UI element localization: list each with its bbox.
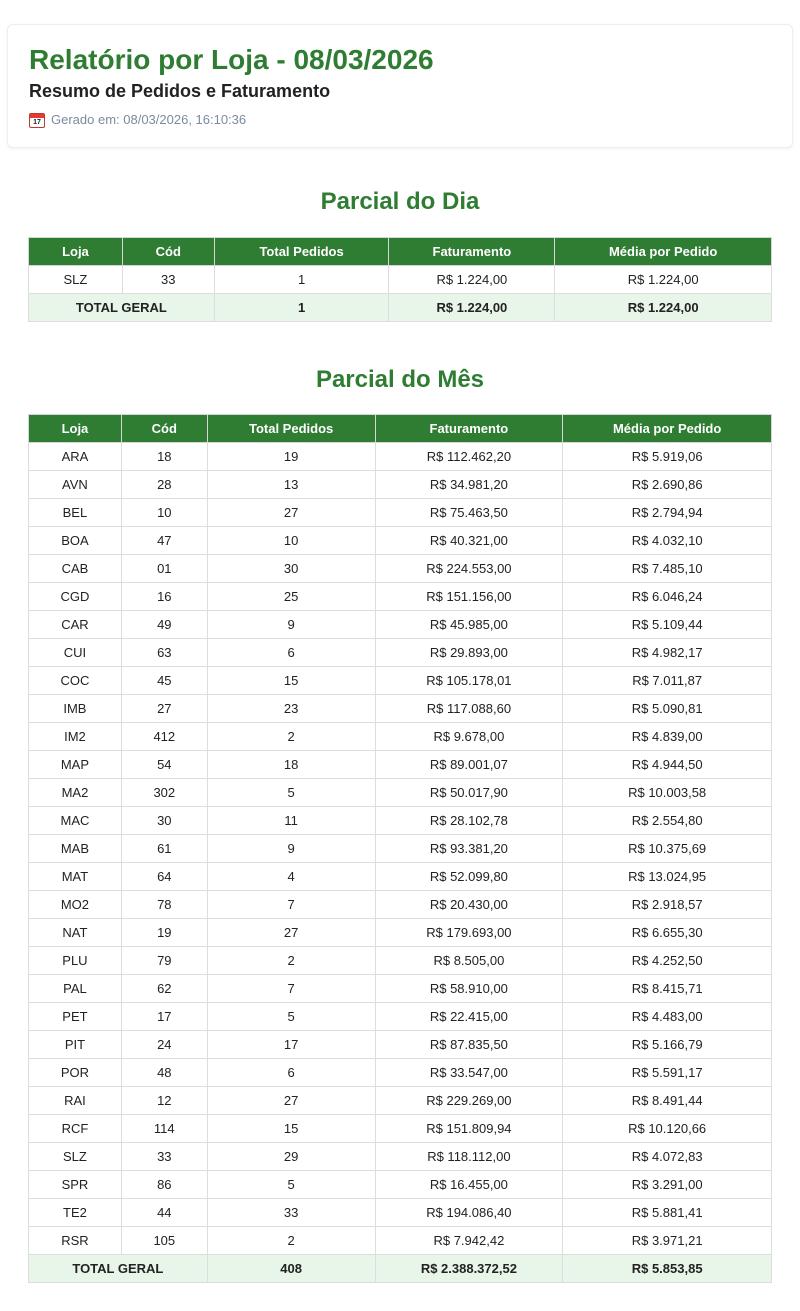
cell-loja: PET bbox=[29, 1003, 122, 1031]
cell-loja: PLU bbox=[29, 947, 122, 975]
cell-cod: 33 bbox=[121, 1143, 207, 1171]
cell-cod: 27 bbox=[121, 695, 207, 723]
cell-faturamento: R$ 93.381,20 bbox=[375, 835, 563, 863]
cell-total-pedidos: 29 bbox=[207, 1143, 375, 1171]
cell-faturamento: R$ 50.017,90 bbox=[375, 779, 563, 807]
col-header-media-por-pedido: Média por Pedido bbox=[555, 238, 772, 266]
cell-cod: 412 bbox=[121, 723, 207, 751]
cell-cod: 33 bbox=[122, 266, 214, 294]
cell-faturamento: R$ 58.910,00 bbox=[375, 975, 563, 1003]
monthly-total-faturamento: R$ 2.388.372,52 bbox=[375, 1255, 563, 1283]
generated-timestamp-row bbox=[29, 112, 771, 128]
cell-faturamento: R$ 34.981,20 bbox=[375, 471, 563, 499]
cell-media-por-pedido: R$ 3.971,21 bbox=[563, 1227, 772, 1255]
table-row bbox=[29, 1227, 772, 1255]
cell-faturamento: R$ 105.178,01 bbox=[375, 667, 563, 695]
table-row bbox=[29, 695, 772, 723]
cell-media-por-pedido: R$ 3.291,00 bbox=[563, 1171, 772, 1199]
cell-loja: ARA bbox=[29, 443, 122, 471]
cell-media-por-pedido: R$ 2.918,57 bbox=[563, 891, 772, 919]
cell-media-por-pedido: R$ 4.839,00 bbox=[563, 723, 772, 751]
cell-faturamento: R$ 45.985,00 bbox=[375, 611, 563, 639]
cell-media-por-pedido: R$ 2.690,86 bbox=[563, 471, 772, 499]
table-row bbox=[29, 471, 772, 499]
cell-faturamento: R$ 75.463,50 bbox=[375, 499, 563, 527]
table-row bbox=[29, 1171, 772, 1199]
cell-loja: BEL bbox=[29, 499, 122, 527]
col-header-loja: Loja bbox=[29, 238, 123, 266]
cell-faturamento: R$ 194.086,40 bbox=[375, 1199, 563, 1227]
cell-loja: IMB bbox=[29, 695, 122, 723]
cell-total-pedidos: 7 bbox=[207, 975, 375, 1003]
cell-faturamento: R$ 29.893,00 bbox=[375, 639, 563, 667]
cell-media-por-pedido: R$ 8.491,44 bbox=[563, 1087, 772, 1115]
daily-total-row bbox=[29, 294, 772, 322]
cell-media-por-pedido: R$ 10.375,69 bbox=[563, 835, 772, 863]
cell-cod: 18 bbox=[121, 443, 207, 471]
cell-media-por-pedido: R$ 5.881,41 bbox=[563, 1199, 772, 1227]
table-row bbox=[29, 639, 772, 667]
cell-total-pedidos: 15 bbox=[207, 667, 375, 695]
col-header-cod: Cód bbox=[122, 238, 214, 266]
table-row bbox=[29, 975, 772, 1003]
cell-cod: 47 bbox=[121, 527, 207, 555]
cell-media-por-pedido: R$ 5.166,79 bbox=[563, 1031, 772, 1059]
cell-total-pedidos: 7 bbox=[207, 891, 375, 919]
cell-total-pedidos: 30 bbox=[207, 555, 375, 583]
cell-total-pedidos: 5 bbox=[207, 1003, 375, 1031]
cell-cod: 48 bbox=[121, 1059, 207, 1087]
monthly-table bbox=[28, 414, 772, 1283]
cell-faturamento: R$ 224.553,00 bbox=[375, 555, 563, 583]
table-row bbox=[29, 835, 772, 863]
monthly-section-title: Parcial do Mês bbox=[315, 366, 485, 393]
cell-loja: RAI bbox=[29, 1087, 122, 1115]
cell-cod: 16 bbox=[121, 583, 207, 611]
cell-cod: 62 bbox=[121, 975, 207, 1003]
table-row bbox=[29, 1143, 772, 1171]
table-row bbox=[29, 863, 772, 891]
col-header-media-por-pedido: Média por Pedido bbox=[563, 415, 772, 443]
cell-loja: TE2 bbox=[29, 1199, 122, 1227]
cell-media-por-pedido: R$ 4.982,17 bbox=[563, 639, 772, 667]
table-row bbox=[29, 1059, 772, 1087]
cell-total-pedidos: 5 bbox=[207, 779, 375, 807]
cell-cod: 17 bbox=[121, 1003, 207, 1031]
cell-media-por-pedido: R$ 4.483,00 bbox=[563, 1003, 772, 1031]
cell-loja: CUI bbox=[29, 639, 122, 667]
table-row bbox=[29, 1031, 772, 1059]
cell-faturamento: R$ 20.430,00 bbox=[375, 891, 563, 919]
daily-section-title: Parcial do Dia bbox=[320, 188, 480, 215]
cell-faturamento: R$ 112.462,20 bbox=[375, 443, 563, 471]
cell-media-por-pedido: R$ 6.046,24 bbox=[563, 583, 772, 611]
cell-cod: 79 bbox=[121, 947, 207, 975]
cell-total-pedidos: 2 bbox=[207, 1227, 375, 1255]
cell-cod: 64 bbox=[121, 863, 207, 891]
table-row bbox=[29, 1003, 772, 1031]
cell-faturamento: R$ 9.678,00 bbox=[375, 723, 563, 751]
cell-loja: MO2 bbox=[29, 891, 122, 919]
cell-faturamento: R$ 8.505,00 bbox=[375, 947, 563, 975]
cell-loja: SLZ bbox=[29, 266, 123, 294]
cell-loja: CGD bbox=[29, 583, 122, 611]
daily-total-media: R$ 1.224,00 bbox=[555, 294, 772, 322]
cell-loja: NAT bbox=[29, 919, 122, 947]
cell-loja: AVN bbox=[29, 471, 122, 499]
cell-total-pedidos: 19 bbox=[207, 443, 375, 471]
cell-total-pedidos: 5 bbox=[207, 1171, 375, 1199]
cell-media-por-pedido: R$ 5.090,81 bbox=[563, 695, 772, 723]
cell-cod: 45 bbox=[121, 667, 207, 695]
cell-total-pedidos: 13 bbox=[207, 471, 375, 499]
cell-total-pedidos: 6 bbox=[207, 639, 375, 667]
cell-total-pedidos: 11 bbox=[207, 807, 375, 835]
monthly-total-row bbox=[29, 1255, 772, 1283]
cell-faturamento: R$ 7.942,42 bbox=[375, 1227, 563, 1255]
cell-cod: 78 bbox=[121, 891, 207, 919]
cell-loja: RSR bbox=[29, 1227, 122, 1255]
cell-faturamento: R$ 87.835,50 bbox=[375, 1031, 563, 1059]
table-row bbox=[29, 1115, 772, 1143]
cell-total-pedidos: 1 bbox=[214, 266, 389, 294]
cell-loja: SPR bbox=[29, 1171, 122, 1199]
cell-total-pedidos: 9 bbox=[207, 611, 375, 639]
table-row bbox=[29, 807, 772, 835]
monthly-total-media: R$ 5.853,85 bbox=[563, 1255, 772, 1283]
cell-faturamento: R$ 179.693,00 bbox=[375, 919, 563, 947]
calendar-icon bbox=[29, 113, 45, 128]
cell-loja: MA2 bbox=[29, 779, 122, 807]
cell-media-por-pedido: R$ 2.554,80 bbox=[563, 807, 772, 835]
cell-cod: 28 bbox=[121, 471, 207, 499]
cell-media-por-pedido: R$ 4.032,10 bbox=[563, 527, 772, 555]
cell-loja: MAT bbox=[29, 863, 122, 891]
cell-total-pedidos: 2 bbox=[207, 947, 375, 975]
cell-loja: RCF bbox=[29, 1115, 122, 1143]
cell-media-por-pedido: R$ 4.252,50 bbox=[563, 947, 772, 975]
cell-media-por-pedido: R$ 8.415,71 bbox=[563, 975, 772, 1003]
col-header-faturamento: Faturamento bbox=[375, 415, 563, 443]
daily-table-body bbox=[29, 266, 772, 294]
cell-faturamento: R$ 16.455,00 bbox=[375, 1171, 563, 1199]
cell-total-pedidos: 2 bbox=[207, 723, 375, 751]
cell-media-por-pedido: R$ 5.591,17 bbox=[563, 1059, 772, 1087]
cell-loja: CAB bbox=[29, 555, 122, 583]
table-row bbox=[29, 555, 772, 583]
cell-loja: BOA bbox=[29, 527, 122, 555]
cell-faturamento: R$ 28.102,78 bbox=[375, 807, 563, 835]
table-row bbox=[29, 1199, 772, 1227]
cell-media-por-pedido: R$ 2.794,94 bbox=[563, 499, 772, 527]
cell-cod: 44 bbox=[121, 1199, 207, 1227]
cell-faturamento: R$ 1.224,00 bbox=[389, 266, 555, 294]
table-row bbox=[29, 919, 772, 947]
report-header-card bbox=[7, 24, 793, 148]
daily-table-header-row bbox=[29, 238, 772, 266]
cell-cod: 12 bbox=[121, 1087, 207, 1115]
cell-faturamento: R$ 117.088,60 bbox=[375, 695, 563, 723]
table-row bbox=[29, 527, 772, 555]
cell-loja: SLZ bbox=[29, 1143, 122, 1171]
table-row bbox=[29, 499, 772, 527]
cell-faturamento: R$ 89.001,07 bbox=[375, 751, 563, 779]
cell-faturamento: R$ 151.809,94 bbox=[375, 1115, 563, 1143]
monthly-table-header-row bbox=[29, 415, 772, 443]
cell-total-pedidos: 33 bbox=[207, 1199, 375, 1227]
cell-cod: 105 bbox=[121, 1227, 207, 1255]
table-row bbox=[29, 583, 772, 611]
table-row bbox=[29, 611, 772, 639]
cell-loja: MAP bbox=[29, 751, 122, 779]
table-row bbox=[29, 1087, 772, 1115]
cell-loja: COC bbox=[29, 667, 122, 695]
cell-cod: 01 bbox=[121, 555, 207, 583]
cell-faturamento: R$ 151.156,00 bbox=[375, 583, 563, 611]
table-row bbox=[29, 947, 772, 975]
cell-total-pedidos: 9 bbox=[207, 835, 375, 863]
report-title: Relatório por Loja - 08/03/2026 bbox=[29, 44, 434, 75]
daily-total-faturamento: R$ 1.224,00 bbox=[389, 294, 555, 322]
cell-total-pedidos: 25 bbox=[207, 583, 375, 611]
cell-total-pedidos: 27 bbox=[207, 919, 375, 947]
table-row bbox=[29, 891, 772, 919]
table-row bbox=[29, 723, 772, 751]
cell-loja: PIT bbox=[29, 1031, 122, 1059]
cell-cod: 61 bbox=[121, 835, 207, 863]
cell-faturamento: R$ 33.547,00 bbox=[375, 1059, 563, 1087]
cell-cod: 49 bbox=[121, 611, 207, 639]
monthly-total-pedidos: 408 bbox=[207, 1255, 375, 1283]
cell-media-por-pedido: R$ 4.072,83 bbox=[563, 1143, 772, 1171]
cell-cod: 30 bbox=[121, 807, 207, 835]
cell-total-pedidos: 15 bbox=[207, 1115, 375, 1143]
cell-cod: 10 bbox=[121, 499, 207, 527]
generated-timestamp: Gerado em: 08/03/2026, 16:10:36 bbox=[51, 112, 247, 127]
cell-total-pedidos: 6 bbox=[207, 1059, 375, 1087]
cell-cod: 63 bbox=[121, 639, 207, 667]
cell-media-por-pedido: R$ 1.224,00 bbox=[555, 266, 772, 294]
col-header-cod: Cód bbox=[121, 415, 207, 443]
table-row bbox=[29, 751, 772, 779]
cell-cod: 24 bbox=[121, 1031, 207, 1059]
cell-total-pedidos: 27 bbox=[207, 499, 375, 527]
monthly-table-body bbox=[29, 443, 772, 1255]
cell-cod: 302 bbox=[121, 779, 207, 807]
cell-media-por-pedido: R$ 10.120,66 bbox=[563, 1115, 772, 1143]
cell-media-por-pedido: R$ 10.003,58 bbox=[563, 779, 772, 807]
cell-loja: POR bbox=[29, 1059, 122, 1087]
table-row bbox=[29, 779, 772, 807]
cell-loja: CAR bbox=[29, 611, 122, 639]
cell-cod: 86 bbox=[121, 1171, 207, 1199]
cell-media-por-pedido: R$ 7.011,87 bbox=[563, 667, 772, 695]
col-header-total-pedidos: Total Pedidos bbox=[214, 238, 389, 266]
cell-cod: 54 bbox=[121, 751, 207, 779]
cell-cod: 114 bbox=[121, 1115, 207, 1143]
cell-media-por-pedido: R$ 4.944,50 bbox=[563, 751, 772, 779]
cell-loja: MAB bbox=[29, 835, 122, 863]
cell-media-por-pedido: R$ 5.919,06 bbox=[563, 443, 772, 471]
cell-total-pedidos: 18 bbox=[207, 751, 375, 779]
cell-total-pedidos: 4 bbox=[207, 863, 375, 891]
table-row bbox=[29, 443, 772, 471]
cell-loja: PAL bbox=[29, 975, 122, 1003]
cell-media-por-pedido: R$ 6.655,30 bbox=[563, 919, 772, 947]
daily-table bbox=[28, 237, 772, 322]
col-header-faturamento: Faturamento bbox=[389, 238, 555, 266]
cell-loja: MAC bbox=[29, 807, 122, 835]
monthly-total-label: TOTAL GERAL bbox=[29, 1255, 208, 1283]
cell-total-pedidos: 10 bbox=[207, 527, 375, 555]
cell-total-pedidos: 17 bbox=[207, 1031, 375, 1059]
daily-total-pedidos: 1 bbox=[214, 294, 389, 322]
cell-media-por-pedido: R$ 13.024,95 bbox=[563, 863, 772, 891]
cell-total-pedidos: 23 bbox=[207, 695, 375, 723]
col-header-total-pedidos: Total Pedidos bbox=[207, 415, 375, 443]
cell-total-pedidos: 27 bbox=[207, 1087, 375, 1115]
cell-faturamento: R$ 22.415,00 bbox=[375, 1003, 563, 1031]
cell-cod: 19 bbox=[121, 919, 207, 947]
cell-media-por-pedido: R$ 7.485,10 bbox=[563, 555, 772, 583]
cell-loja: IM2 bbox=[29, 723, 122, 751]
cell-faturamento: R$ 40.321,00 bbox=[375, 527, 563, 555]
table-row bbox=[29, 266, 772, 294]
cell-media-por-pedido: R$ 5.109,44 bbox=[563, 611, 772, 639]
table-row bbox=[29, 667, 772, 695]
col-header-loja: Loja bbox=[29, 415, 122, 443]
cell-faturamento: R$ 229.269,00 bbox=[375, 1087, 563, 1115]
cell-faturamento: R$ 118.112,00 bbox=[375, 1143, 563, 1171]
daily-total-label: TOTAL GERAL bbox=[29, 294, 215, 322]
cell-faturamento: R$ 52.099,80 bbox=[375, 863, 563, 891]
report-subtitle: Resumo de Pedidos e Faturamento bbox=[29, 81, 331, 101]
